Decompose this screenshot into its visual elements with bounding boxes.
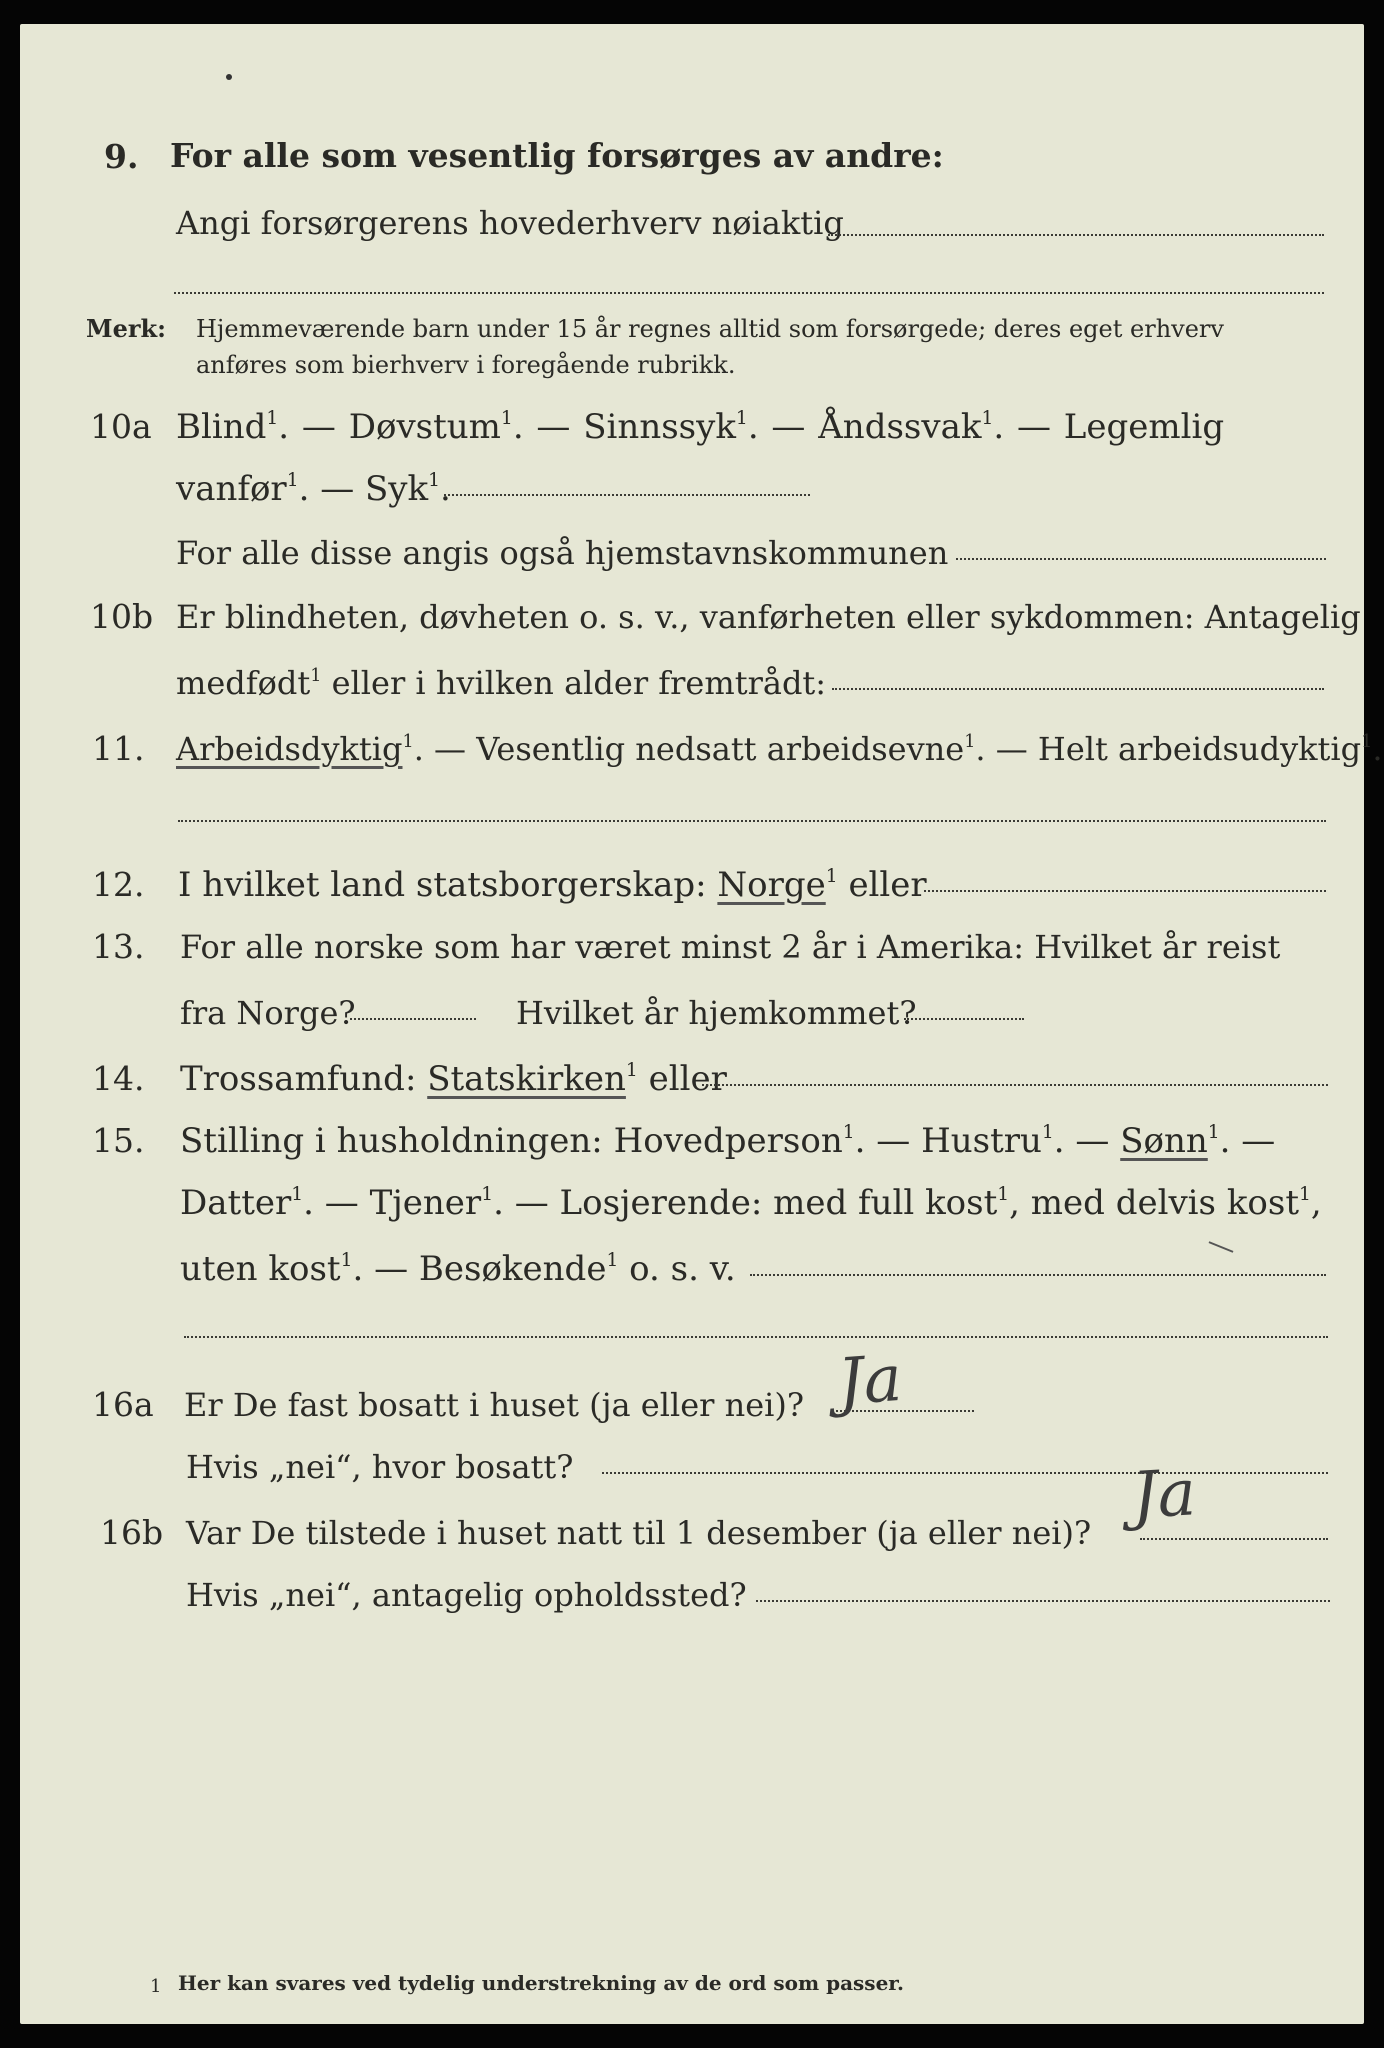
option-nedsatt: Vesentlig nedsatt arbeidsevne (476, 730, 965, 768)
footnote-text: Her kan svares ved tydelig understrekning av de ord som passer. (178, 1971, 904, 1995)
q10b-number: 10b (90, 597, 154, 636)
option-medfodt: medfødt (176, 664, 311, 702)
ink-dot (226, 74, 232, 80)
answer-line (832, 688, 1324, 690)
q16a-line2: Hvis „nei“, hvor bosatt? (186, 1448, 574, 1486)
q10a-line1: Blind$^1$. — Døvstum$^1$. — Sinnssyk$^1$. — Åndssvak$^1$. — Legemlig (176, 407, 1225, 447)
q10b-line1: Er blindheten, døvheten o. s. v., vanførheten eller sykdommen: Antagelig (176, 598, 1361, 636)
answer-line (750, 1274, 1326, 1276)
option-datter: Datter (180, 1183, 292, 1223)
answer-line (350, 1018, 476, 1020)
option-vanfor: vanfør (176, 469, 287, 509)
q13-line1: For alle norske som har været minst 2 år i Amerika: Hvilket år reist (180, 928, 1281, 966)
option-legemlig: Legemlig (1063, 407, 1225, 447)
q12-line: I hvilket land statsborgerskap: Norge$^1$ eller (178, 865, 927, 905)
q14-number: 14. (92, 1059, 145, 1098)
option-hustru: Hustru (921, 1121, 1042, 1161)
q16a-number: 16a (92, 1385, 154, 1424)
q16b-line2: Hvis „nei“, antagelig opholdssted? (186, 1576, 747, 1614)
q13-number: 13. (92, 927, 145, 966)
option-helt-udyktig: Helt arbeidsudyktig (1037, 730, 1362, 768)
q15-line2: Datter$^1$. — Tjener$^1$. — Losjerende: med full kost$^1$, med delvis kost$^1$, (180, 1183, 1322, 1223)
answer-line (178, 820, 1326, 822)
q9-line2: Angi forsørgerens hovederhverv nøiaktig (176, 204, 844, 242)
q11-number: 11. (92, 729, 145, 768)
q15-number: 15. (92, 1121, 145, 1160)
q10a-number: 10a (90, 407, 152, 446)
answer-line (828, 234, 1324, 236)
answer-line (904, 1018, 1024, 1020)
answer-line (924, 890, 1326, 892)
answer-line (184, 1336, 1328, 1338)
q9-number: 9. (104, 137, 139, 176)
option-besokende: Besøkende (418, 1249, 607, 1289)
q15-line3: uten kost$^1$. — Besøkende$^1$ o. s. v. (180, 1249, 736, 1289)
option-hovedperson: Hovedperson (613, 1121, 843, 1161)
answer-line (174, 292, 1324, 294)
footnote-mark: 1 (150, 1976, 162, 1997)
q10b-line2: medfødt$^1$ eller i hvilken alder fremtrådt: (176, 664, 827, 702)
q16a-handwritten-answer: Ja (835, 1341, 905, 1421)
option-sonn-underlined: Sønn (1120, 1121, 1208, 1161)
option-tjener: Tjener (369, 1183, 482, 1223)
q16a-line1: Er De fast bosatt i huset (ja eller nei)? (184, 1386, 805, 1424)
q15-line1: Stilling i husholdningen: Hovedperson$^1$. — Hustru$^1$. — Sønn$^1$. — (180, 1121, 1276, 1161)
answer-line (702, 1084, 1328, 1086)
option-andssvak: Åndssvak (818, 407, 982, 447)
option-syk: Syk (365, 469, 429, 509)
pen-tick-mark (1209, 1241, 1234, 1253)
merk-label: Merk: (86, 314, 166, 343)
census-form-page (20, 24, 1383, 2024)
q10a-line3: For alle disse angis også hjemstavnskommunen (176, 534, 949, 572)
option-statskirken-underlined: Statskirken (427, 1059, 626, 1099)
q12-number: 12. (92, 865, 145, 904)
answer-line (602, 1472, 1328, 1474)
option-arbeidsdyktig-underlined: Arbeidsdyktig (176, 730, 403, 768)
answer-line (756, 1600, 1330, 1602)
merk-line2: anføres som bierhverv i foregående rubrikk. (196, 351, 736, 379)
q10a-line2: vanfør$^1$. — Syk$^1$. (176, 469, 451, 509)
option-blind: Blind (176, 407, 267, 447)
option-uten-kost: uten kost (180, 1249, 341, 1289)
option-sinnssyk: Sinnssyk (583, 407, 736, 447)
q16b-line1: Var De tilstede i huset natt til 1 desember (ja eller nei)? (186, 1514, 1092, 1552)
q16b-number: 16b (100, 1513, 164, 1552)
q13-hjemkommet: Hvilket år hjemkommet? (516, 994, 917, 1032)
answer-line (1140, 1538, 1328, 1540)
option-norge-underlined: Norge (717, 865, 826, 905)
merk-line1: Hjemmeværende barn under 15 år regnes alltid som forsørgede; deres eget erhverv (196, 315, 1224, 343)
q13-fra-norge: fra Norge? (180, 994, 356, 1032)
option-full-kost: med full kost (773, 1183, 998, 1223)
q11-line1: Arbeidsdyktig$^1$. — Vesentlig nedsatt arbeidsevne$^1$. — Helt arbeidsudyktig$^1$. (176, 730, 1383, 768)
q16b-handwritten-answer: Ja (1130, 1456, 1198, 1534)
option-dovstum: Døvstum (348, 407, 501, 447)
q14-line: Trossamfund: Statskirken$^1$ eller (180, 1059, 727, 1099)
answer-line (956, 558, 1326, 560)
q9-line1: For alle som vesentlig forsørges av andre: (170, 136, 944, 175)
option-delvis-kost: med delvis kost (1030, 1183, 1299, 1223)
answer-line (444, 494, 810, 496)
